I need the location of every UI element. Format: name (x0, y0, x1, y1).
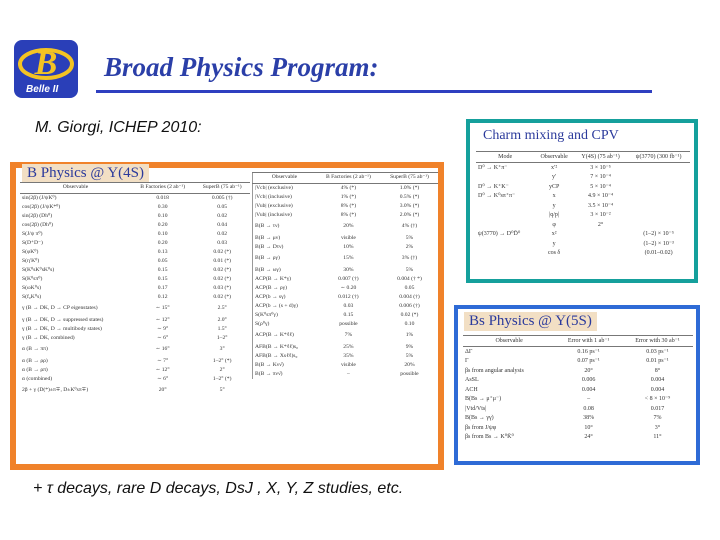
table-cell: B(B → Dτν) (255, 243, 284, 250)
table-cell: (1–2) × 10⁻³ (643, 240, 674, 247)
table-cell: 0.15 (157, 266, 168, 273)
table-cell: 38% (583, 415, 595, 422)
table-cell: 2° (219, 366, 225, 373)
table-cell: 5° (219, 387, 225, 394)
table-row (20, 293, 250, 302)
table-row (20, 257, 250, 266)
table-cell: S(J/ψ π⁰) (22, 230, 43, 237)
table-cell: sin(2β) (Dh⁰) (22, 212, 53, 219)
table-cell: ACP(B → K*ℓℓ) (255, 332, 294, 339)
column-header: Error with 1 ab⁻¹ (555, 336, 622, 347)
table-cell: 1.5° (217, 325, 227, 332)
bs-physics-title: Bs Physics @ Y(5S) (464, 312, 597, 331)
table-cell: 0.10 (404, 320, 415, 327)
table-row (476, 249, 690, 259)
table-cell: cos(2β) (Dh⁰) (22, 221, 54, 228)
table-cell: 4% (†) (401, 223, 418, 230)
table-cell: 0.018 (156, 194, 169, 201)
table-cell: ∼ 12° (155, 366, 170, 373)
table-cell: 0.017 (650, 405, 665, 412)
table-cell: 9% (405, 343, 414, 350)
table-cell: 3 × 10⁻² (590, 212, 611, 219)
table-cell: y′ (551, 174, 557, 181)
table-row (463, 366, 693, 376)
table-cell: ∼ 7° (157, 357, 169, 364)
column-header: Observable (463, 336, 555, 347)
charm-table (476, 151, 690, 258)
table-row (253, 320, 439, 329)
table-row (463, 385, 693, 395)
table-cell: visible (340, 361, 356, 368)
table-row (20, 266, 250, 275)
footer-note: + τ decays, rare D decays, DsJ , X, Y, Z studies, etc. (33, 480, 404, 497)
table-cell: cos(2β) (J/ψK*⁰) (22, 203, 61, 210)
table-cell: 3° (219, 346, 225, 353)
table-cell: x (552, 193, 556, 200)
table-cell: B(Bs → γγ) (465, 415, 494, 422)
table-cell: 0.004 (650, 386, 665, 393)
table-cell: 0.01 (*) (213, 257, 232, 264)
table-cell: 7% (344, 332, 353, 339)
table-row (20, 194, 250, 204)
table-cell: yCP (548, 183, 560, 190)
table-row (463, 414, 693, 424)
table-row (20, 239, 250, 248)
table-cell: 7% (653, 415, 662, 422)
slide-title: Broad Physics Program: (104, 52, 379, 82)
table-cell: βs from angular analysis (465, 367, 524, 374)
table-cell: (1–2) × 10⁻⁵ (643, 231, 674, 238)
table-cell: 15% (343, 255, 354, 262)
table-cell: S(ρ⁰γ) (255, 320, 270, 327)
table-cell: (0.01–0.02) (644, 250, 673, 257)
table-row (476, 239, 690, 249)
table-cell: 20° (584, 367, 593, 374)
table-row (476, 192, 690, 202)
table-cell: 5 × 10⁻⁴ (590, 183, 611, 190)
table-cell (627, 173, 690, 183)
table-cell: 0.05 (157, 257, 168, 264)
table-cell: 8° (654, 367, 661, 374)
table-cell (627, 192, 690, 202)
table-cell: B(B → τν) (255, 223, 280, 230)
table-cell: ΔΓ (465, 348, 473, 355)
table-cell: 0.13 (157, 248, 168, 255)
logo-text: Belle II (26, 84, 59, 95)
table-cell: 2β + γ (D(*)±π∓, D±K⁰sπ∓) (22, 387, 89, 394)
table-cell: 7 × 10⁻⁴ (590, 174, 611, 181)
table-cell: 11° (653, 434, 662, 441)
table-cell: 2% (405, 243, 414, 250)
table-cell: S(ωK⁰s) (22, 284, 41, 291)
table-cell: 35% (343, 352, 354, 359)
table-cell: γ (B → DK, combined) (22, 334, 75, 341)
table-row (463, 404, 693, 414)
table-cell: 0.20 (157, 221, 168, 228)
table-cell: γ (B → DK, D → suppressed states) (22, 316, 104, 323)
table-cell: 0.07 ps⁻¹ (577, 358, 600, 365)
table-cell: 0.02 (*) (213, 248, 232, 255)
table-row (20, 284, 250, 293)
table-cell: S(D⁺D⁻) (22, 239, 43, 246)
table-cell: 10% (343, 243, 354, 250)
table-cell: 5% (405, 352, 414, 359)
table-cell: ACP(B → K*γ) (255, 275, 292, 282)
table-row (20, 384, 250, 398)
table-cell: ∼ 16° (155, 346, 170, 353)
table-cell (627, 220, 690, 230)
table-cell (476, 173, 534, 183)
table-cell: D⁰ → K⁺K⁻ (478, 183, 509, 190)
table-cell: 1% (405, 332, 414, 339)
table-cell: possible (400, 370, 419, 377)
column-header: B Factories (2 ab⁻¹) (131, 183, 194, 194)
table-row (253, 302, 439, 311)
column-header: Mode (476, 152, 534, 163)
table-row (253, 343, 439, 352)
table-cell: ψ(3770) → D⁰D̄⁰ (478, 231, 521, 238)
b-physics-title: B Physics @ Y(4S) (22, 164, 149, 183)
table-cell (476, 201, 534, 211)
table-cell: 0.10 (157, 212, 168, 219)
table-row (253, 211, 439, 220)
charm-panel (466, 119, 698, 283)
table-cell: 1–2° (*) (212, 357, 232, 364)
column-header: SuperB (75 ab⁻¹) (194, 183, 250, 194)
table-cell: 0.005 (†) (211, 194, 233, 201)
table-cell: ∼ 15° (155, 305, 170, 312)
table-cell: 0.012 (†) (338, 293, 359, 300)
table-row (20, 212, 250, 221)
table-row (253, 266, 439, 275)
table-cell: 1.0% (*) (399, 184, 420, 191)
table-cell: 1% (*) (340, 193, 357, 200)
table-cell: 0.16 ps⁻¹ (577, 348, 600, 355)
table-row (20, 334, 250, 343)
table-cell: ∼ 0.20 (340, 284, 357, 291)
table-cell: 20° (158, 387, 167, 394)
table-cell: ∼ 6° (157, 375, 169, 382)
b-physics-left-table (20, 182, 250, 398)
table-cell: D⁰ → K⁺π⁻ (478, 164, 508, 171)
table-cell (574, 249, 627, 259)
table-row (476, 173, 690, 183)
table-cell: 3° (654, 424, 661, 431)
table-cell: 4% (*) (340, 184, 357, 191)
charm-title: Charm mixing and CPV (478, 127, 624, 145)
table-row (20, 221, 250, 230)
table-row (253, 252, 439, 266)
table-cell: α (combined) (22, 375, 53, 382)
table-row (476, 182, 690, 192)
table-row (20, 302, 250, 316)
table-cell: 0.15 (157, 275, 168, 282)
table-row (20, 325, 250, 334)
table-cell: – (587, 396, 591, 403)
table-cell: 0.04 (217, 221, 228, 228)
table-cell: 0.17 (157, 284, 168, 291)
table-cell: 0.004 (581, 386, 596, 393)
table-cell (627, 201, 690, 211)
table-cell: 0.004 (†) (399, 293, 420, 300)
table-cell: 0.007 (†) (338, 275, 359, 282)
table-cell: S(f₀K⁰s) (22, 293, 42, 300)
table-cell: y (552, 202, 556, 209)
column-header: Y(4S) (75 ab⁻¹) (574, 152, 627, 163)
table-row (20, 316, 250, 325)
table-cell: 0.08 (583, 405, 594, 412)
table-cell: ACP(b → sγ) (255, 293, 286, 300)
table-row (20, 203, 250, 212)
table-cell: ACP(B → ργ) (255, 284, 287, 291)
table-cell: |Vtd/Vts| (465, 405, 487, 412)
table-cell: cos δ (547, 250, 561, 257)
column-header: ψ(3770) (300 fb⁻¹) (627, 152, 690, 163)
table-cell: S(K⁰sK⁰sK⁰s) (22, 266, 55, 273)
table-cell: D⁰ → K⁰sπ⁺π⁻ (478, 193, 516, 200)
table-cell: 0.03 (343, 302, 354, 309)
author-citation: M. Giorgi, ICHEP 2010: (35, 119, 202, 136)
table-cell: 0.03 ps⁻¹ (646, 348, 669, 355)
table-cell: B(Bs → μ⁺μ⁻) (465, 396, 502, 403)
table-cell: 25% (343, 343, 354, 350)
table-cell: 2° (597, 221, 604, 228)
table-cell: S(K⁰sπ⁰) (22, 275, 43, 282)
table-row (476, 220, 690, 230)
table-cell: γ (B → DK, D → CP eigenstates) (22, 305, 98, 312)
table-row (476, 163, 690, 173)
table-cell: 3 × 10⁻⁵ (590, 164, 611, 171)
table-cell: 0.12 (157, 293, 168, 300)
table-cell: 0.30 (157, 203, 168, 210)
table-cell: 0.02 (*) (213, 275, 232, 282)
table-cell: – (347, 370, 350, 377)
table-row (476, 230, 690, 240)
table-cell: x² (551, 231, 557, 238)
table-row (476, 201, 690, 211)
table-cell: B(B → ωγ) (255, 266, 281, 273)
table-row (20, 275, 250, 284)
table-cell: 0.02 (*) (213, 266, 232, 273)
table-cell: sin(2β) (J/ψK⁰) (22, 194, 57, 201)
table-row (463, 423, 693, 433)
column-header: Observable (534, 152, 574, 163)
table-cell (476, 249, 534, 259)
table-cell: 0.05 (404, 284, 415, 291)
table-row (463, 376, 693, 386)
table-row (253, 352, 439, 361)
table-cell: AFB(B → Xsℓℓ)s₀ (255, 352, 298, 359)
table-cell: AFB(B → K*ℓℓ)s₀ (255, 343, 299, 350)
table-cell (574, 239, 627, 249)
table-cell (476, 211, 534, 221)
title-divider (96, 90, 652, 93)
table-cell: 0.02 (217, 230, 228, 237)
table-cell: 8% (*) (340, 211, 357, 218)
table-row (253, 193, 439, 202)
table-cell: 8% (*) (340, 202, 357, 209)
table-cell (627, 182, 690, 192)
table-cell: 5% (405, 266, 414, 273)
table-cell: 0.004 (650, 377, 665, 384)
table-cell: 0.03 (*) (213, 284, 232, 291)
table-cell: ACP(b → (s + d)γ) (255, 302, 298, 309)
table-cell: 3.5 × 10⁻⁴ (587, 202, 614, 209)
table-row (20, 343, 250, 357)
table-cell: 0.10 (157, 230, 168, 237)
b-physics-right-table (252, 172, 438, 379)
table-cell: ∼ 12° (155, 316, 170, 323)
table-cell: φ (552, 221, 556, 228)
table-cell: B(B → ργ) (255, 255, 280, 262)
column-header: Observable (253, 173, 316, 184)
table-cell: ACH (465, 386, 478, 393)
table-cell (574, 230, 627, 240)
table-cell: α (B → ρπ) (22, 366, 48, 373)
b-physics-panel (10, 162, 444, 470)
table-cell: |q/p| (549, 212, 560, 219)
table-cell: γ (B → DK, D → multibody states) (22, 325, 102, 332)
table-row (253, 234, 439, 243)
table-cell: 10° (584, 424, 593, 431)
table-cell: < 8 × 10⁻⁹ (644, 396, 671, 403)
table-cell: 0.5% (*) (399, 193, 420, 200)
belle-ii-logo (12, 38, 80, 100)
table-cell: 5% (405, 234, 414, 241)
table-row (20, 366, 250, 375)
table-row (253, 329, 439, 343)
table-cell: 20% (343, 223, 354, 230)
table-row (253, 220, 439, 234)
table-row (20, 230, 250, 239)
table-cell: 24° (584, 434, 593, 441)
table-cell: visible (340, 234, 356, 241)
table-cell: 3% (†) (401, 255, 418, 262)
table-cell: |Vub| (inclusive) (255, 211, 292, 218)
table-row (253, 361, 439, 370)
table-cell: 3.0% (*) (399, 202, 420, 209)
table-cell (627, 163, 690, 173)
table-cell: 30% (343, 266, 354, 273)
column-header: Error with 30 ab⁻¹ (622, 336, 693, 347)
table-cell: B(B → Kνν̄) (255, 361, 284, 368)
svg-text:B: B (34, 45, 58, 82)
table-cell: 20% (404, 361, 415, 368)
table-row (463, 433, 693, 443)
table-cell (476, 239, 534, 249)
table-cell: |Vcb| (exclusive) (255, 184, 293, 191)
table-cell: S(K⁰sπ⁰γ) (255, 311, 278, 318)
table-row (253, 293, 439, 302)
table-row (20, 248, 250, 257)
table-row (253, 202, 439, 211)
bs-physics-panel (454, 305, 700, 465)
table-cell: Γ (465, 358, 469, 365)
table-cell: 0.006 (†) (399, 302, 420, 309)
column-header: SuperB (75 ab⁻¹) (381, 173, 438, 184)
table-cell: α (B → ρρ) (22, 357, 48, 364)
table-cell: βs from J/ψφ (465, 424, 497, 431)
table-cell: possible (339, 320, 358, 327)
column-header: B Factories (2 ab⁻¹) (316, 173, 381, 184)
table-cell: 1–2° (*) (212, 375, 232, 382)
table-cell: 2.0° (217, 316, 227, 323)
table-cell: 0.004 († *) (397, 275, 422, 282)
table-row (253, 184, 439, 194)
table-cell: y (552, 240, 556, 247)
table-cell: βs from Bs → K⁰K̄⁰ (465, 434, 514, 441)
table-cell: 4.9 × 10⁻⁴ (587, 193, 614, 200)
table-row (253, 243, 439, 252)
table-cell: ∼ 6° (157, 334, 169, 341)
table-cell: B(B → μν) (255, 234, 281, 241)
table-row (253, 370, 439, 379)
table-cell (627, 211, 690, 221)
table-cell: 0.006 (581, 377, 596, 384)
table-row (463, 347, 693, 357)
table-cell: 0.05 (217, 203, 228, 210)
table-cell: 0.02 (217, 212, 228, 219)
table-row (253, 275, 439, 284)
table-cell: 2.0% (*) (399, 211, 420, 218)
table-row (476, 211, 690, 221)
table-row (463, 395, 693, 405)
table-cell: ∼ 9° (157, 325, 169, 332)
table-cell: 1–2° (216, 334, 228, 341)
table-cell: |Vcb| (inclusive) (255, 193, 292, 200)
table-row (253, 311, 439, 320)
table-cell (476, 220, 534, 230)
table-cell: 0.03 (217, 239, 228, 246)
table-cell: S(η′K⁰) (22, 257, 40, 264)
table-cell: AsSL (465, 377, 479, 384)
table-cell: 0.15 (343, 311, 354, 318)
table-cell: 0.02 (*) (400, 311, 419, 318)
table-row (20, 375, 250, 384)
table-row (20, 357, 250, 366)
table-cell: α (B → ππ) (22, 346, 48, 353)
table-cell: 2.5° (217, 305, 227, 312)
table-row (463, 357, 693, 367)
table-cell: x′² (551, 164, 558, 171)
table-cell: S(φK⁰) (22, 248, 39, 255)
table-cell: 0.02 (*) (213, 293, 232, 300)
table-cell: 0.20 (157, 239, 168, 246)
table-cell: B(B → πνν̄) (255, 370, 283, 377)
bs-physics-table (463, 335, 693, 442)
table-cell: |Vub| (exclusive) (255, 202, 293, 209)
table-row (253, 284, 439, 293)
column-header: Observable (20, 183, 131, 194)
table-cell: 0.01 ps⁻¹ (646, 358, 669, 365)
